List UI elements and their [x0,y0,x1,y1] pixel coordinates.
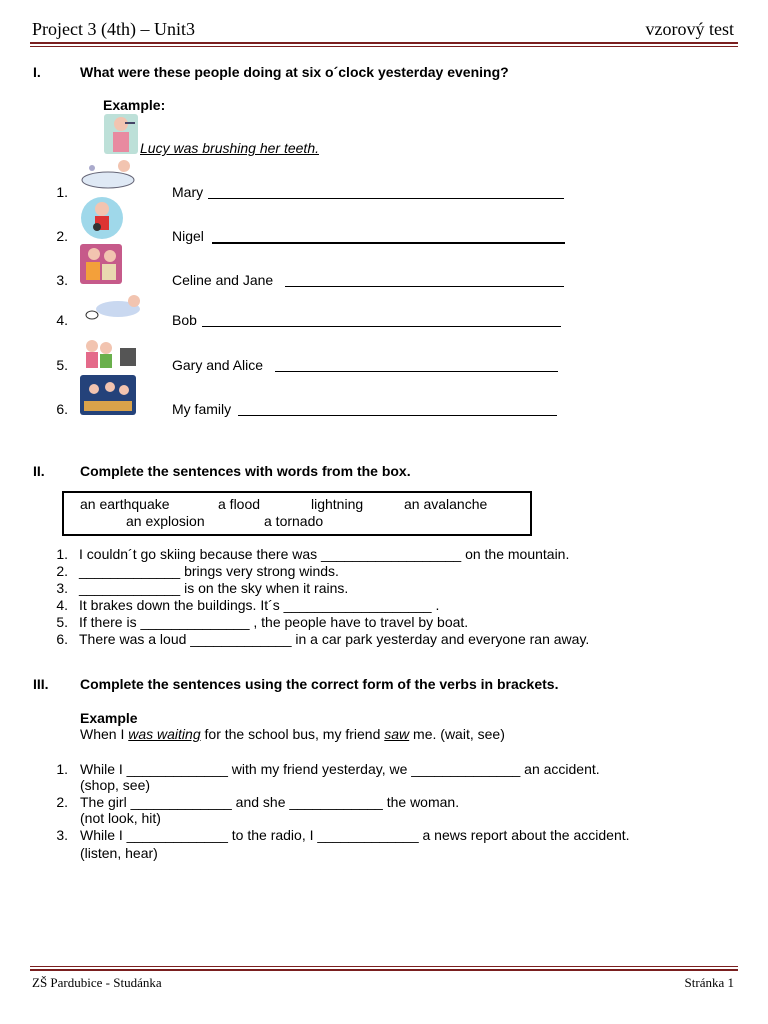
sentence-number: 6. [56,631,68,647]
section1-roman: I. [33,64,41,80]
item-name: Nigel [172,228,204,244]
section1-example-label: Example: [103,97,166,113]
boy-tennis-picture [80,291,145,325]
section3-title: Complete the sentences using the correct form of the verbs in brackets. [80,676,559,692]
verb-hint: (not look, hit) [80,810,161,826]
item-name: My family [172,401,232,417]
sentence-number: 2. [56,563,68,579]
footer-school: ZŠ Pardubice - Studánka [32,975,162,990]
item-number: 1. [56,184,68,200]
sentence-number: 1. [56,546,68,562]
answer-line[interactable] [208,198,564,199]
answer-line[interactable] [238,415,557,416]
sentence-number: 1. [56,761,68,777]
verb-hint: (listen, hear) [80,845,158,861]
item-name: Mary [172,184,204,200]
sentence-number: 3. [56,827,68,843]
sentence-text: _____________ brings very strong winds. [79,563,339,579]
children-tv-picture [80,334,138,376]
sentence-number: 2. [56,794,68,810]
sentence-number: 5. [56,614,68,630]
footer-rule-thin [30,966,738,967]
sentence-text: I couldn´t go skiing because there was __________________ on the mountain. [79,546,570,562]
section3-roman: III. [33,676,49,692]
box-word: a flood [218,496,261,512]
sentence-text: _____________ is on the sky when it rains. [79,580,349,596]
item-number: 2. [56,228,68,244]
verb-hint: (shop, see) [80,777,151,793]
sentence-text: While I _____________ with my friend yesterday, we ______________ an accident. [80,761,600,777]
section3-example-label: Example [80,710,138,726]
example-verb-2: saw [384,726,410,742]
item-name: Gary and Alice [172,357,264,373]
sentence-text: The girl _____________ and she ____________ the woman. [80,794,460,810]
answer-line[interactable] [275,371,558,372]
section2-roman: II. [33,463,45,479]
answer-line[interactable] [285,286,564,287]
girls-reading-picture [80,244,122,284]
section2-title: Complete the sentences with words from the box. [80,463,411,479]
item-number: 3. [56,272,68,288]
item-name: Bob [172,312,197,328]
section1-title: What were these people doing at six o´clock yesterday evening? [80,64,509,80]
header-title: Project 3 (4th) – Unit3 [32,19,195,39]
box-word: an earthquake [80,496,170,512]
section3-example-sentence: When I was waiting for the school bus, my friend saw me. (wait, see) [80,726,505,742]
bath-picture [80,156,136,190]
item-number: 5. [56,357,68,373]
sentence-text: It brakes down the buildings. It´s ___________________ . [79,597,440,613]
box-word: an avalanche [404,496,488,512]
family-dinner-picture [80,375,136,415]
header-subtitle: vzorový test [645,19,734,39]
box-word: an explosion [126,513,205,529]
sentence-number: 4. [56,597,68,613]
header-rule [30,42,738,44]
footer-page-number: Stránka 1 [684,975,734,990]
box-word: lightning [311,496,364,512]
sentence-text: While I _____________ to the radio, I _____________ a news report about the accident. [80,827,630,843]
sentence-text: If there is ______________ , the people have to travel by boat. [79,614,469,630]
item-number: 6. [56,401,68,417]
header-rule-thin [30,46,738,47]
answer-line[interactable] [202,326,561,327]
boy-eating-picture [81,197,123,239]
section1-example-sentence: Lucy was brushing her teeth. [140,140,319,156]
item-number: 4. [56,312,68,328]
lucy-brushing-picture [104,114,138,154]
answer-line[interactable] [212,242,565,244]
item-name: Celine and Jane [172,272,274,288]
example-verb-1: was waiting [128,726,201,742]
sentence-number: 3. [56,580,68,596]
sentence-text: There was a loud _____________ in a car park yesterday and everyone ran away. [79,631,590,647]
footer-rule [30,969,738,971]
box-word: a tornado [264,513,324,529]
